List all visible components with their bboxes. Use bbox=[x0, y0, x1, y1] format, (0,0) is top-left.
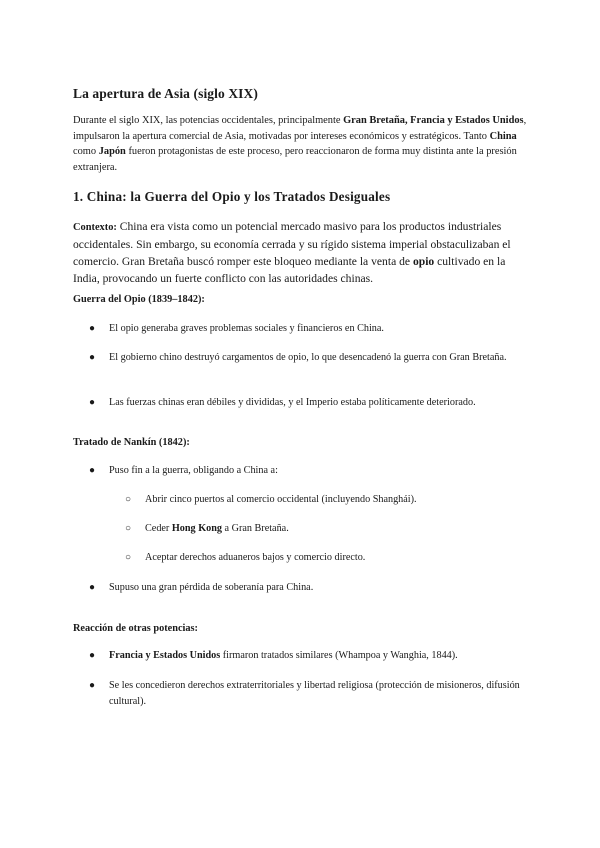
france-usa: Francia y Estados Unidos bbox=[109, 650, 221, 661]
list-item-text: El opio generaba graves problemas sociales y financieros en China. bbox=[109, 323, 384, 334]
sub-list-item-text: Abrir cinco puertos al comercio occidental (incluyendo Shanghái). bbox=[145, 494, 417, 505]
intro-powers: Gran Bretaña, Francia y Estados Unidos bbox=[343, 115, 524, 126]
context-paragraph bbox=[73, 218, 533, 287]
subheading-other-powers: Reacción de otras potencias: bbox=[73, 623, 198, 634]
intro-paragraph bbox=[73, 113, 533, 175]
list-item bbox=[89, 580, 524, 596]
intro-text-3: como bbox=[73, 146, 99, 158]
sub-bullet-marker: ○ bbox=[125, 494, 132, 505]
section-heading-china: 1. China: la Guerra del Opio y los Tratados Desiguales bbox=[73, 189, 391, 204]
list-item bbox=[89, 463, 524, 479]
bullet-marker: ● bbox=[89, 650, 96, 661]
list-item-text: Las fuerzas chinas eran débiles y divididas, y el Imperio estaba políticamente deteriorado. bbox=[109, 397, 476, 408]
sub-list-item bbox=[125, 550, 525, 566]
context-opium: opio bbox=[412, 255, 435, 268]
list-item bbox=[89, 678, 524, 709]
intro-china: China bbox=[489, 130, 517, 142]
intro-japan: Japón bbox=[98, 146, 126, 158]
context-text-b: cultivado en la India, provocando un fuerte conflicto con las autoridades chinas. bbox=[73, 255, 506, 285]
document-title: La apertura de Asia (siglo XIX) bbox=[73, 86, 258, 101]
sub-list-item-text: Aceptar derechos aduaneros bajos y comercio directo. bbox=[145, 552, 366, 563]
bullet-marker: ● bbox=[89, 680, 96, 691]
bullet-marker: ● bbox=[89, 582, 96, 593]
hong-kong: Hong Kong bbox=[171, 523, 222, 534]
list-item bbox=[89, 321, 524, 337]
list-item-text: Se les concedieron derechos extraterritoriales y libertad religiosa (protección de misioneros, difusión cultural). bbox=[109, 680, 520, 707]
context-text-a: China era vista como un potencial mercado masivo para los productos industriales occidentales. Sin embargo, su economía cerrada y su rígido sistema imperial obstaculizaban el comercio. Gran Bretaña buscó romper este bloqueo mediante la venta de bbox=[73, 220, 511, 268]
intro-text-4: fueron protagonistas de este proceso, pero reaccionaron de forma muy distinta ante la presión extranjera. bbox=[73, 146, 517, 173]
list-item-text: firmaron tratados similares (Whampoa y Wanghia, 1844). bbox=[220, 650, 458, 661]
list-item bbox=[89, 648, 524, 664]
bullet-marker: ● bbox=[89, 465, 96, 476]
intro-text-1: Durante el siglo XIX, las potencias occidentales, principalmente bbox=[73, 115, 344, 126]
sub-list-item-text-post: a Gran Bretaña. bbox=[221, 523, 289, 534]
sub-bullet-marker: ○ bbox=[125, 523, 132, 534]
intro-text-2: , impulsaron la apertura comercial de Asia, motivadas por intereses económicos y estratégicos. Tanto bbox=[73, 115, 527, 142]
bullet-marker: ● bbox=[89, 352, 96, 363]
list-item-text: Puso fin a la guerra, obligando a China a: bbox=[109, 465, 278, 476]
subheading-opium-war: Guerra del Opio (1839–1842): bbox=[73, 294, 205, 305]
subheading-nanking-treaty: Tratado de Nankín (1842): bbox=[73, 437, 190, 448]
sub-bullet-marker: ○ bbox=[125, 552, 132, 563]
bullet-marker: ● bbox=[89, 323, 96, 334]
list-item-text: El gobierno chino destruyó cargamentos de opio, lo que desencadenó la guerra con Gran Bretaña. bbox=[109, 352, 507, 363]
list-item bbox=[89, 395, 524, 411]
list-item-text: Supuso una gran pérdida de soberanía para China. bbox=[109, 582, 314, 593]
list-item bbox=[89, 350, 524, 366]
sub-list-item bbox=[125, 521, 525, 537]
sub-list-item-text-pre: Ceder bbox=[145, 523, 172, 534]
sub-list-item bbox=[125, 492, 525, 508]
context-label: Contexto: bbox=[73, 222, 117, 233]
bullet-marker: ● bbox=[89, 397, 96, 408]
